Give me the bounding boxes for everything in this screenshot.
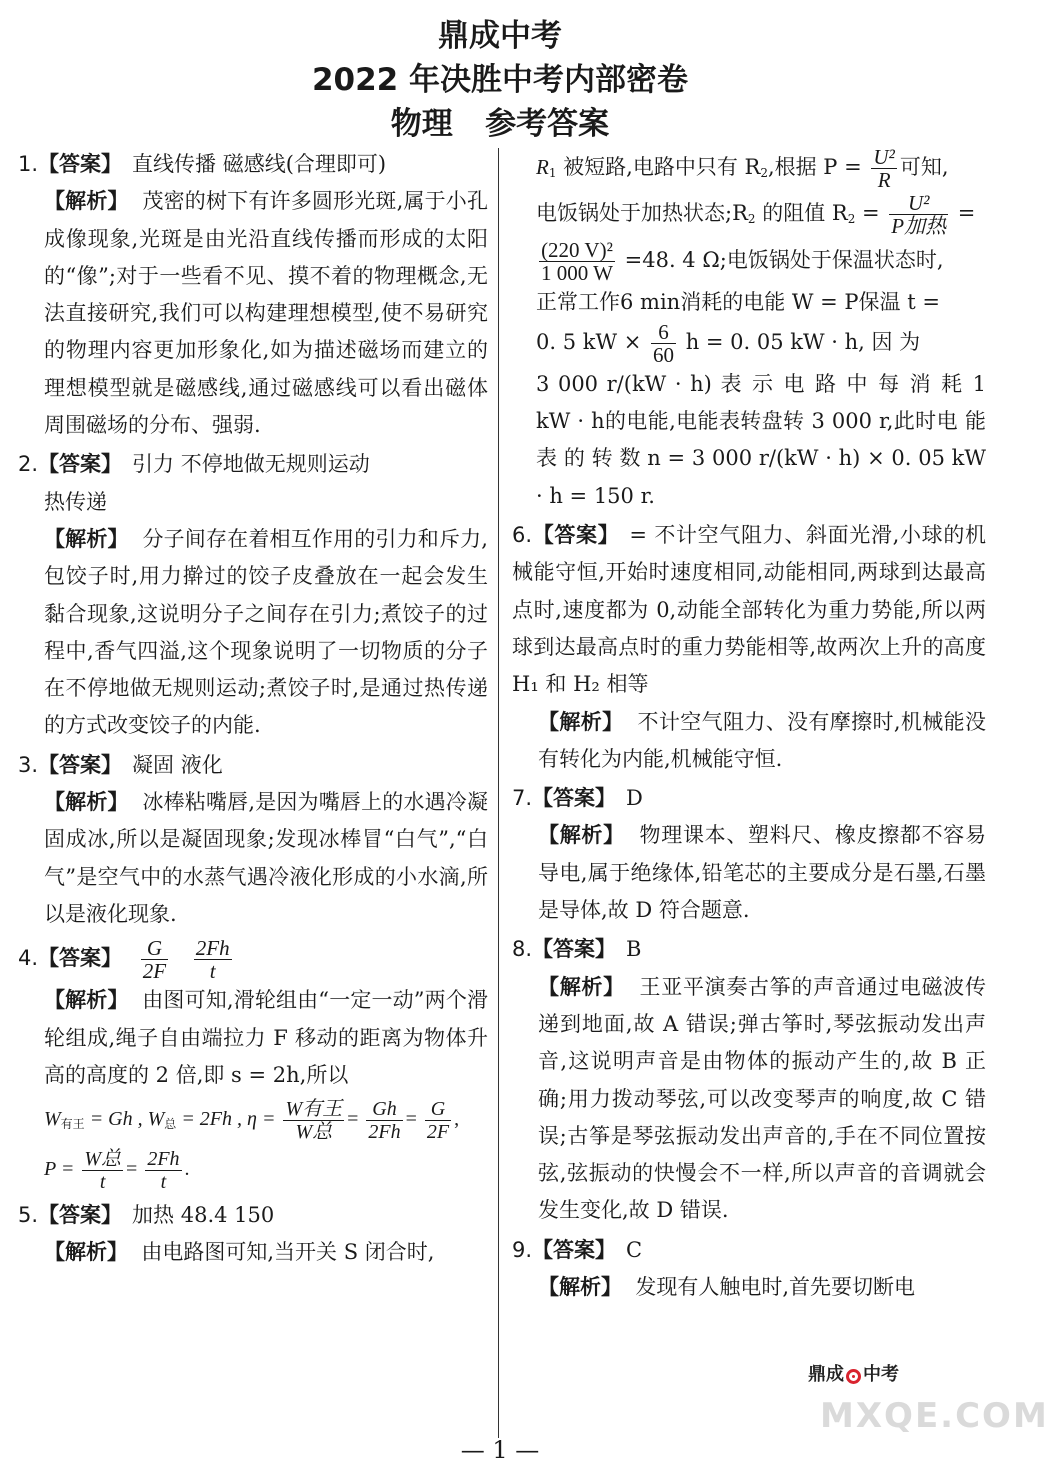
answer-label: 【答案】 — [38, 152, 123, 176]
answer-label: 【答案】 — [532, 523, 620, 548]
question-2 — [18, 446, 488, 744]
analysis-text: 发现有人触电时,首先要切断电 — [635, 1275, 916, 1300]
answer-label: 【答案】 — [38, 452, 123, 477]
question-1 — [18, 146, 488, 444]
question-number: 3. — [18, 752, 39, 777]
efficiency-equation: $W_{有王} = Gh$ , $W_总 = 2Fh$ , η = $\frac{\text{W有王}}{\text{W总}}$ = $\frac{Gh}{2Fh}$ = $\frac{G}{2F}$ , — [44, 1098, 460, 1144]
answer-text: 引力 不停地做无规则运动 — [132, 452, 370, 477]
left-column — [18, 146, 488, 1273]
analysis-label: 【解析】 — [538, 823, 625, 848]
formula-fraction: $\frac{\text{U²}}{R}$ — [873, 145, 895, 192]
question-number: 8. — [512, 937, 533, 962]
question-number: 7. — [512, 786, 533, 811]
analysis-label: 【解析】 — [44, 988, 129, 1013]
question-number: 6. — [512, 523, 533, 548]
question-3 — [18, 747, 488, 933]
answer-label: 【答案】 — [38, 1202, 123, 1227]
answer-fraction-2: $\frac{2Fh}{t}$ — [195, 936, 230, 984]
value-fraction: $\frac{\text{(220 V)²}}{1 000 W}$ — [541, 237, 613, 285]
analysis-text: 不计空气阻力、没有摩擦时,机械能没有转化为内能,机械能守恒. — [538, 709, 986, 771]
answer-label: 【答案】 — [532, 937, 617, 962]
question-5-continued: $R_1$ 被短路,电路中只有 $R_2$,根据 P = $\frac{\text{U²}}{R}$ 可知, 电饭锅处于加热状态$;R_2$ 的阻值 $R_2$ = $\frac{\text{U²}}{\text{P加热}}$ = $\frac{\text{(220 V)²}}{1 000 W}$ =48. 4 Ω;电饭锅处于保温状态时, 正常工作6 min消耗的电能 W = P保温 t = 0. 5 kW × $\frac{6}{60}$ h = 0. 05 kW · h, 因 为 3 000 r/(kW · h) 表 示 电 路 中 每 消 耗 1 kW · h的电能,电能表转盘转 3 000 r,此时电 能 表 的 转 数 n = 3 000 r/(kW · h) × 0. 05 kW · h = 150 r. — [536, 145, 986, 508]
analysis-label: 【解析】 — [538, 974, 625, 999]
column-divider — [498, 148, 499, 1438]
publisher-title: 鼎成中考 — [438, 18, 562, 54]
answer-text: D — [626, 786, 643, 811]
subject-title: 物理 参考答案 — [390, 106, 610, 142]
analysis-text: 茂密的树下有许多圆形光斑,属于小孔成像现象,光斑是由光沿直线传播而形成的太阳的“像”;对于一些看不见、摸不着的物理概念,无法直接研究,我们可以构建理想模型,使不易研究的物理内容更加形象化,如为描述磁场而建立的理想模型就是磁感线,通过磁感线可以看出磁体周围磁场的分布、强弱. — [44, 189, 488, 438]
watermark: MXQE.COM — [820, 1396, 1049, 1436]
analysis-text: 物理课本、塑料尺、橡皮擦都不容易导电,属于绝缘体,铅笔芯的主要成分是石墨,石墨是导体,故 D 符合题意. — [538, 823, 987, 923]
analysis-label: 【解析】 — [44, 526, 129, 551]
analysis-label: 【解析】 — [538, 709, 624, 734]
analysis-text: 王亚平演奏古筝的声音通过电磁波传递到地面,故 A 错误;弹古筝时,琴弦振动发出声音,这说明声音是由物体的振动产生的,故 B 正确;用力拨动琴弦,可以改变琴声的响度,故 C 错误;古筝是琴弦振动发出声音的,手在不同位置按弦,弦振动的快慢会不一样,所以声音的音调就会发生变化,故 D 错误. — [538, 974, 987, 1223]
eq-fraction-1: $\frac{\text{W有王}}{\text{W总}}$ — [285, 1098, 343, 1144]
question-9 — [512, 1232, 986, 1307]
question-7 — [512, 780, 986, 929]
power-equation: P = $\frac{\text{W总}}{t}$ = $\frac{2Fh}{t}$ . — [44, 1147, 190, 1193]
analysis-text: 冰棒粘嘴唇,是因为嘴唇上的水遇冷凝固成冰,所以是凝固现象;发现冰棒冒“白气”,“白气”是空气中的水蒸气遇冷液化形成的小水滴,所以是液化现象. — [44, 790, 488, 926]
exam-title: 2022 年决胜中考内部密卷 — [311, 62, 689, 98]
resistance-fraction: $\frac{\text{U²}}{\text{P加热}}$ — [891, 191, 947, 239]
analysis-label: 【解析】 — [44, 189, 129, 214]
analysis-text: 由电路图可知,当开关 S 闭合时, — [141, 1239, 435, 1264]
analysis-text: 分子间存在着相互作用的引力和斥力,包饺子时,用力擀过的饺子皮叠放在一起会发生黏合现象,这说明分子之间存在引力;煮饺子的过程中,香气四溢,这个现象说明了一切物质的分子在不停地做无规则运动;煮饺子时,是通过热传递的方式改变饺子的内能. — [44, 526, 488, 738]
analysis-label: 【解析】 — [538, 1275, 622, 1300]
question-number: 9. — [512, 1237, 533, 1262]
target-icon — [846, 1369, 861, 1384]
answer-text: = 不计空气阻力、斜面光滑,小球的机械能守恒,开始时速度相同,动能相同,两球到达最高点时,速度都为 0,动能全部转化为重力势能,所以两球到达最高点时的重力势能相等,故两次上升的高度 H₁ 和 H₂ 相等 — [512, 523, 987, 697]
answer-text: 直线传播 磁感线(合理即可) — [132, 152, 387, 176]
answer-text: C — [626, 1237, 643, 1262]
question-6 — [512, 517, 986, 778]
eq-fraction-4: $\frac{\text{W总}}{t}$ — [84, 1147, 122, 1193]
header — [0, 14, 1000, 146]
answer-label: 【答案】 — [532, 786, 617, 811]
brand-logo: 鼎成 中考 — [808, 1364, 899, 1385]
eq-fraction-5: $\frac{2Fh}{t}$ — [147, 1147, 180, 1193]
answer-label: 【答案】 — [38, 752, 123, 777]
question-number: 1. — [18, 152, 39, 176]
page-number: — 1 — — [460, 1436, 540, 1464]
analysis-label: 【解析】 — [44, 1239, 128, 1264]
answer-text-continued: 热传递 — [44, 489, 107, 514]
answer-fraction-1: $\frac{G}{2F}$ — [142, 936, 167, 984]
answer-text: 加热 48.4 150 — [132, 1202, 275, 1227]
right-column — [512, 146, 986, 1308]
eq-fraction-2: $\frac{Gh}{2Fh}$ — [368, 1098, 401, 1144]
question-8 — [512, 931, 986, 1229]
answer-text: 凝固 液化 — [132, 752, 223, 777]
question-5 — [18, 1197, 488, 1272]
answer-label: 【答案】 — [532, 1237, 617, 1262]
analysis-text: 由图可知,滑轮组由“一定一动”两个滑轮组成,绳子自由端拉力 F 移动的距离为物体升高的高度的 2 倍,即 s = 2h,所以 — [44, 988, 488, 1087]
time-fraction: $\frac{6}{60}$ — [653, 319, 675, 367]
question-number: 5. — [18, 1202, 39, 1227]
question-number: 2. — [18, 452, 39, 477]
answer-text: B — [626, 937, 642, 962]
answer-label: 【答案】 — [38, 946, 123, 971]
eq-fraction-3: $\frac{G}{2F}$ — [426, 1098, 450, 1144]
analysis-label: 【解析】 — [44, 790, 129, 815]
question-number: 4. — [18, 946, 39, 971]
question-4 — [18, 937, 488, 1192]
